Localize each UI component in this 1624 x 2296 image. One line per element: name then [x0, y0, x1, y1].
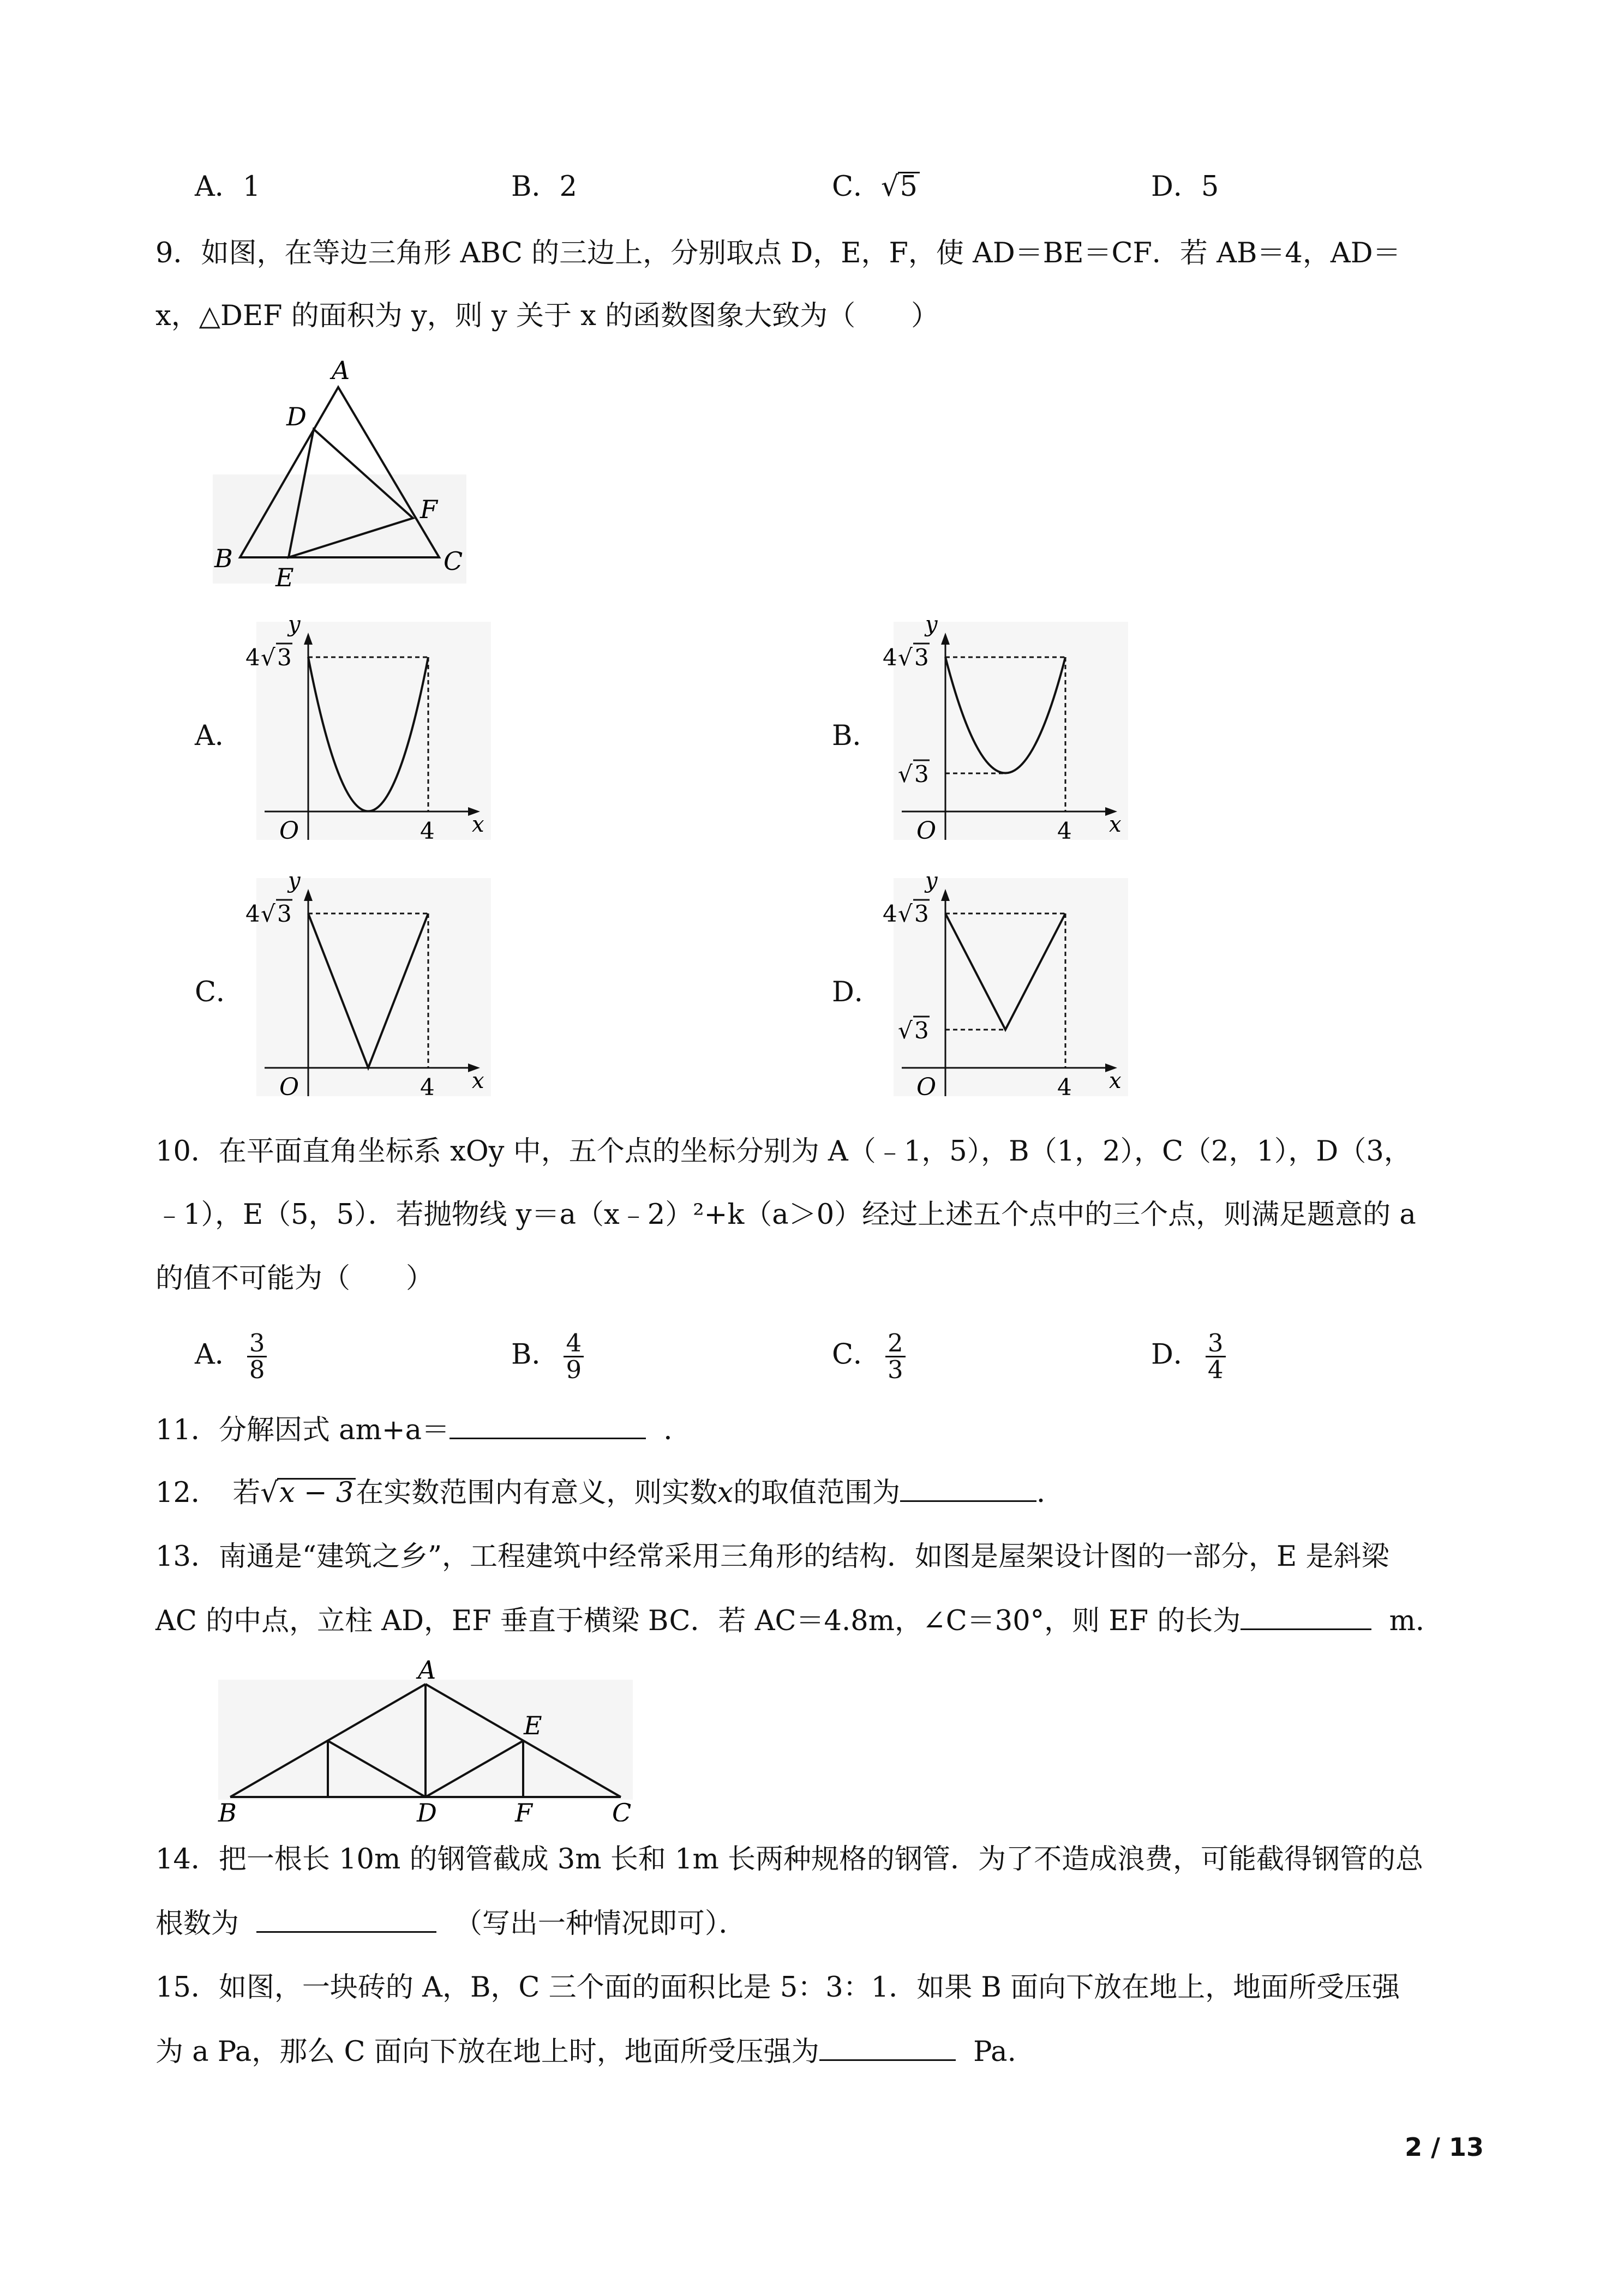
q10-line-1: 10．在平面直角坐标系 xOy 中，五个点的坐标分别为 A（﹣1，5），B（1，2），C（2，1），D（3，	[155, 1135, 1412, 1168]
q12-suffix: 的取值范围为	[733, 1477, 901, 1509]
q13-line-1: 13．南通是“建筑之乡”，工程建筑中经常采用三角形的结构．如图是屋架设计图的一部分，E 是斜梁	[155, 1541, 1389, 1573]
q10-option-c-num: 2	[885, 1331, 906, 1357]
axis-y-label: y	[288, 612, 301, 637]
axis-x-label: x	[1109, 1068, 1122, 1093]
q15-unit: Pa.	[973, 2036, 1016, 2068]
origin-label: O	[279, 817, 299, 845]
label-a: A	[332, 356, 350, 385]
q9-line-1: 9．如图，在等边三角形 ABC 的三边上，分别取点 D，E，F，使 AD＝BE＝CF．若 AB＝4，AD＝	[155, 237, 1401, 269]
origin-label: O	[916, 1073, 937, 1101]
q10-option-d	[1151, 1331, 1226, 1383]
q11-line	[155, 1413, 691, 1447]
tick-4root3-radicand: 3	[277, 900, 292, 927]
truss-label-c: C	[612, 1798, 632, 1822]
q13-answer-blank[interactable]	[1241, 1603, 1371, 1630]
q10-option-d-den: 4	[1207, 1355, 1224, 1384]
tick-4root3-radical: √	[898, 900, 913, 927]
q8-option-a: A．1	[195, 171, 261, 203]
q8-option-c-letter: C．	[832, 171, 882, 203]
q14-suffix: （写出一种情况即可）．	[454, 1908, 747, 1940]
q9-option-d-letter: D．	[832, 976, 882, 1008]
q8-option-c-radicand: 5	[898, 172, 920, 201]
truss-label-d: D	[417, 1798, 437, 1822]
tick-4: 4	[1057, 1074, 1072, 1101]
q10-line-3: 的值不可能为（ ）	[155, 1263, 434, 1295]
q10-option-d-num: 3	[1206, 1331, 1226, 1357]
q10-line-2: ﹣1），E（5，5）．若抛物线 y＝a（x﹣2）²+k（a＞0）经过上述五个点中的三个点，则满足题意的 a	[155, 1199, 1416, 1231]
tick-4: 4	[420, 818, 435, 844]
origin-label: O	[916, 817, 937, 845]
q12-answer-blank[interactable]	[900, 1475, 1036, 1502]
truss-label-e: E	[524, 1711, 542, 1740]
tick-4root3-radicand: 3	[277, 644, 292, 671]
q10-option-a	[195, 1331, 267, 1383]
q10-option-a-num: 3	[247, 1331, 267, 1357]
truss-label-a: A	[418, 1658, 436, 1685]
axis-y-label: y	[288, 868, 301, 893]
q8-option-d: D．5	[1151, 171, 1219, 203]
q12-radicand: x − 3	[277, 1478, 356, 1507]
q13-truss-figure	[207, 1658, 655, 1822]
tick-4root3-radical: √	[261, 644, 275, 671]
origin-label: O	[279, 1073, 299, 1101]
label-f: F	[420, 495, 438, 524]
q9-triangle-figure	[207, 354, 475, 594]
q11-end: ．	[663, 1414, 692, 1446]
tick-4root3-radicand: 3	[914, 900, 929, 927]
axis-y-label: y	[925, 612, 938, 637]
q15-line-2	[155, 2034, 1016, 2069]
axis-x-label: x	[472, 812, 484, 837]
q15-line-1: 15．如图，一块砖的 A，B，C 三个面的面积比是 5：3：1．如果 B 面向下放在地上，地面所受压强	[155, 1972, 1400, 2004]
q10-option-a-letter: A．	[195, 1338, 243, 1371]
q10-option-c-letter: C．	[832, 1338, 882, 1371]
tick-4root3-coef: 4	[883, 644, 897, 671]
q8-option-c: C．√5	[832, 171, 920, 203]
tick-4root3-radical: √	[261, 900, 275, 927]
tick-4: 4	[1057, 818, 1072, 844]
q12-var: x	[717, 1477, 734, 1509]
label-b: B	[214, 544, 233, 573]
q9-line-2: x，△DEF 的面积为 y，则 y 关于 x 的函数图象大致为（ ）	[155, 300, 939, 332]
q10-option-b-num: 4	[564, 1331, 584, 1357]
q9-graph-b	[877, 611, 1144, 851]
q13-unit: m．	[1389, 1605, 1444, 1637]
tick-root3-radicand: 3	[914, 761, 929, 788]
q14-answer-blank[interactable]	[256, 1906, 436, 1933]
tick-4root3-coef: 4	[245, 644, 260, 671]
q9-graph-c	[240, 867, 507, 1107]
tick-root3-radicand: 3	[914, 1017, 929, 1044]
tick-4root3-radical: √	[898, 644, 913, 671]
tick-4root3-coef: 4	[883, 900, 897, 927]
q9-graph-a	[240, 611, 507, 851]
q14-line-2	[155, 1906, 746, 1940]
tick-root3-radical: √	[898, 1017, 913, 1044]
q10-option-c-den: 3	[888, 1355, 903, 1384]
truss-label-b: B	[218, 1798, 237, 1822]
tick-4root3-coef: 4	[245, 900, 260, 927]
q10-option-b-den: 9	[566, 1355, 582, 1384]
tick-4root3-radicand: 3	[914, 644, 929, 671]
truss-label-f: F	[515, 1798, 532, 1822]
q12-end: ．	[1036, 1477, 1065, 1509]
q10-option-b-letter: B．	[511, 1338, 560, 1371]
q10-option-b	[511, 1331, 584, 1383]
q9-graph-d	[877, 867, 1144, 1107]
q15-prefix: 为 a Pa，那么 C 面向下放在地上时，地面所受压强为	[155, 2036, 819, 2068]
q12-mid: 在实数范围内有意义，则实数	[356, 1477, 718, 1509]
axis-x-label: x	[1109, 812, 1122, 837]
label-c: C	[444, 546, 463, 576]
q12-prefix: 12． 若	[155, 1477, 261, 1509]
axis-y-label: y	[925, 868, 938, 893]
q8-option-b: B．2	[511, 171, 577, 203]
q9-option-c-letter: C．	[195, 976, 244, 1008]
q10-option-d-letter: D．	[1151, 1338, 1201, 1371]
q9-option-b-letter: B．	[832, 720, 880, 752]
axis-x-label: x	[472, 1068, 484, 1093]
q14-prefix: 根数为	[155, 1908, 239, 1940]
q14-line-1: 14．把一根长 10m 的钢管截成 3m 长和 1m 长两种规格的钢管．为了不造成浪费，可能截得钢管的总	[155, 1843, 1424, 1876]
q11-answer-blank[interactable]	[450, 1413, 646, 1439]
page-number: 2 / 13	[1405, 2132, 1484, 2162]
q11-text: 11．分解因式 am+a＝	[155, 1414, 450, 1446]
q9-option-a-letter: A．	[195, 720, 243, 752]
q10-option-c	[832, 1331, 906, 1383]
q12-line: 12． 若√x − 3在实数范围内有意义，则实数x的取值范围为 ．	[155, 1475, 1064, 1510]
q13-line-2	[155, 1603, 1443, 1638]
q13-line-2-text: AC 的中点，立柱 AD，EF 垂直于横梁 BC．若 AC＝4.8m，∠C＝30°，则 EF 的长为	[155, 1605, 1241, 1637]
tick-4: 4	[420, 1074, 435, 1101]
label-e: E	[275, 563, 294, 592]
tick-root3-radical: √	[898, 761, 913, 788]
label-d: D	[286, 402, 307, 431]
q10-option-a-den: 8	[249, 1355, 265, 1384]
q15-answer-blank[interactable]	[819, 2034, 956, 2061]
